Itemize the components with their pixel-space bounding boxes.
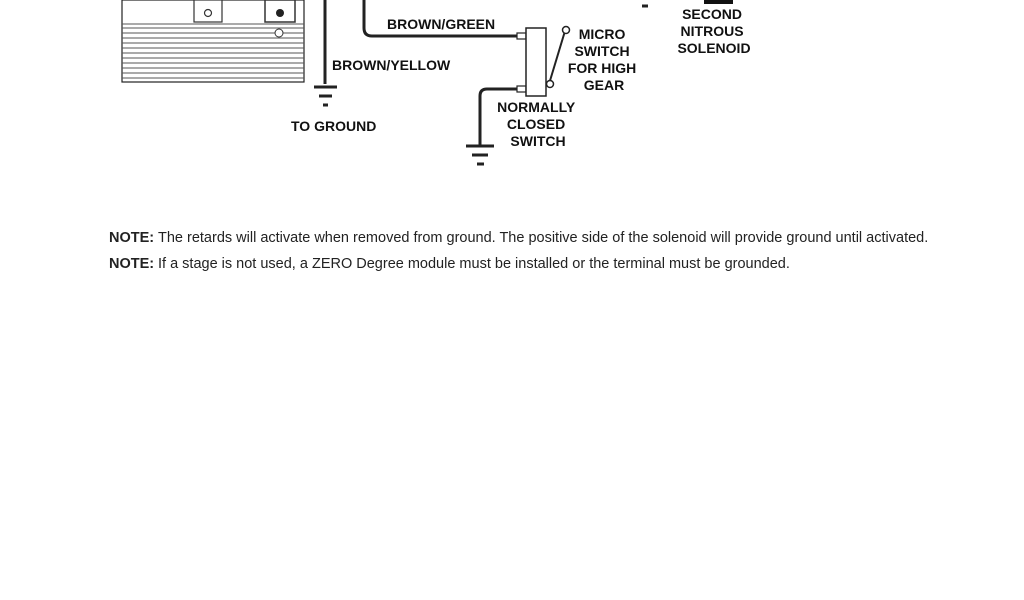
- note-text: If a stage is not used, a ZERO Degree module must be installed or the terminal must be grounded.: [158, 256, 790, 272]
- note-text: The retards will activate when removed from ground. The positive side of the solenoid will provide ground until activated.: [158, 230, 929, 246]
- note-label: NOTE:: [109, 230, 155, 246]
- brown-yellow-wire: [314, 0, 337, 105]
- second-solenoid-base: [704, 0, 733, 4]
- wiring-diagram: [0, 0, 1024, 200]
- brown-yellow-label: BROWN/YELLOW: [332, 57, 451, 73]
- micro-switch-label: MICRO SWITCH FOR HIGH GEAR: [567, 26, 637, 93]
- to-ground-label: TO GROUND: [291, 118, 377, 134]
- ground-symbol: [466, 146, 494, 164]
- second-solenoid-label: SECOND NITROUS SOLENOID: [677, 6, 751, 56]
- normally-closed-label: NORMALLY CLOSED SWITCH: [497, 99, 575, 149]
- notes-section: [109, 228, 929, 280]
- note-item: [109, 254, 929, 274]
- brown-green-label: BROWN/GREEN: [387, 16, 496, 32]
- note-label: NOTE:: [109, 256, 155, 272]
- ignition-module-illustration: [122, 0, 304, 82]
- micro-switch: [517, 27, 570, 97]
- note-item: [109, 228, 929, 248]
